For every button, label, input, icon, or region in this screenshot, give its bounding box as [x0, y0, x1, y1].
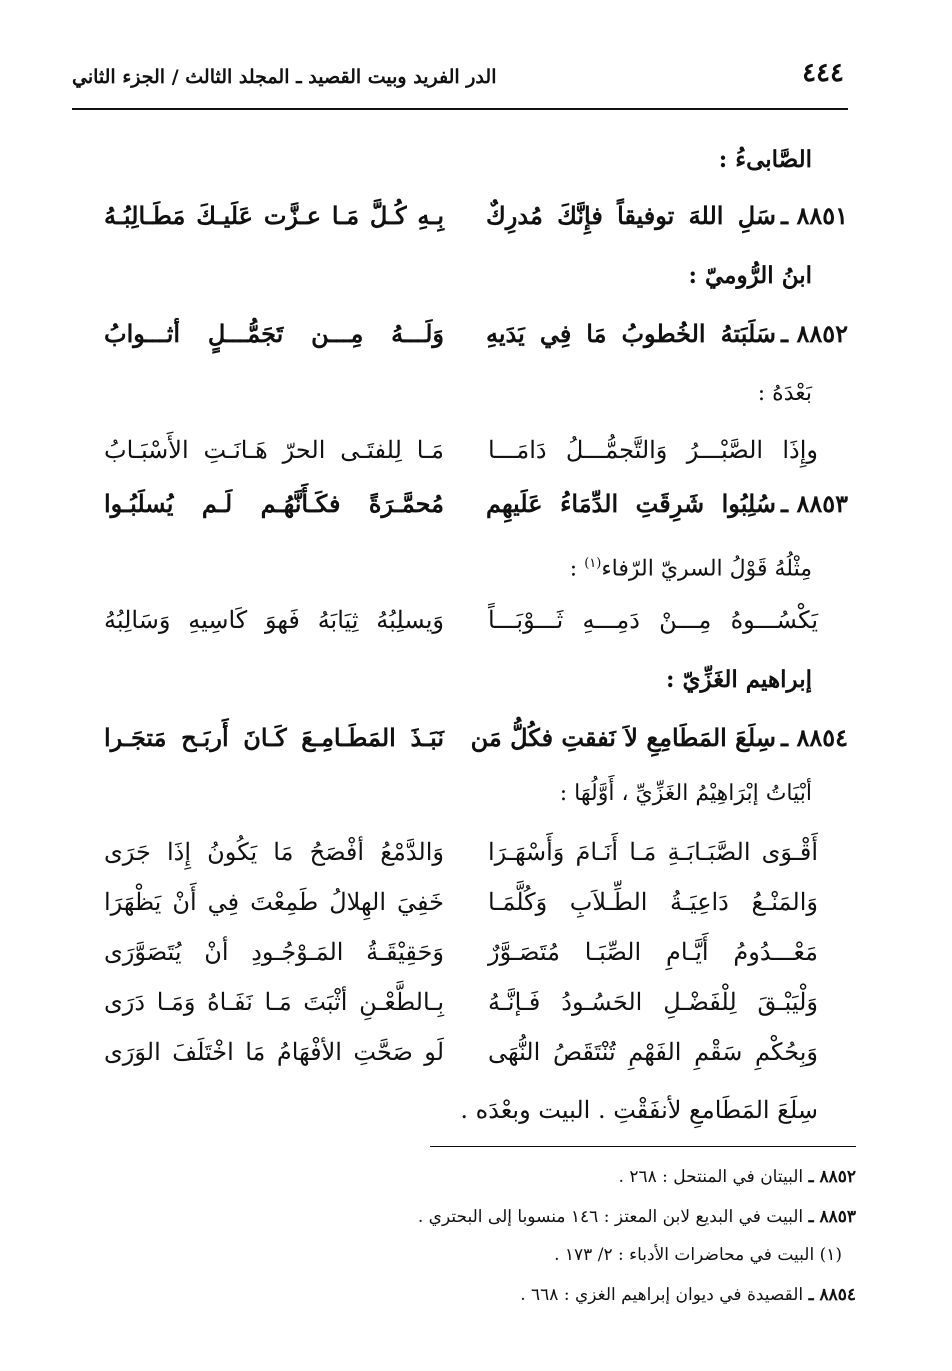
footnote — [520, 1282, 856, 1308]
similar-label — [570, 544, 812, 589]
poem-second-hemistich: خَفِيَ الهِلالُ طَمِعْتَ فِي أَنْ يَظْهَرَا — [104, 888, 444, 916]
similar-label-text: مِثْلُهُ قَوْلُ السريّ الرّفاء — [601, 556, 812, 582]
verse-first-hemistich: سُلِبُوا شَرِقَتِ الدِّمَاءُ عَلَيهِم — [486, 489, 776, 518]
footnote — [554, 1242, 842, 1268]
verse-first-hemistich: سِلَعَ المَطَامِعِ لاَ نَفقتِ فكُلُّ مَن — [470, 723, 776, 752]
verse-second-hemistich: وَلَـــهُ مِـــن تَجَمُّـــلٍ أثـــوابُ — [104, 319, 444, 348]
verse-first-hemistich: يَكْسُـــوهُ مِـــنْ دَمِـــهِ ثَـــوْبَـــاً — [488, 606, 818, 634]
footnote-number: ٨٨٥٤ ـ — [808, 1285, 856, 1305]
footnote-number: ٨٨٥٣ ـ — [808, 1207, 856, 1227]
poem-second-hemistich: بِـالطَّعْـنِ أثْبَتَ مَـا نَفَـاهُ وَمَـا دَرَى — [104, 988, 444, 1016]
poem-first-hemistich: مَعْـــدُومُ أَيَّـامِ الصِّبَـا مُتَصَـوَّرٌ — [488, 938, 818, 966]
verse-second-hemistich: نَبَـذَ المَطَـامِـعَ كَـانَ أَربَـح مَتجَـرا — [104, 723, 444, 752]
running-title: الدر الفريد وبيت القصيد ـ المجلد الثالث / الجزء الثاني — [72, 66, 497, 88]
footnote-text: القصيدة في ديوان إبراهيم الغزي : ٦٦٨ . — [520, 1285, 804, 1305]
footnote-text: البيت في محاضرات الأدباء : ٢/ ١٧٣ . — [554, 1245, 815, 1265]
footnote-ref: (١) — [584, 556, 602, 571]
footnote-rule — [430, 1146, 856, 1147]
footnote — [418, 1204, 856, 1230]
verse-second-hemistich: مُحمَّـرَةً فكَـأَنَّهُـم لَـم يُسلَبُـوا — [104, 489, 444, 518]
footnote-text: البيت في البديع لابن المعتز : ١٤٦ منسوبا إلى البحتري . — [417, 1207, 804, 1227]
closing-line: سِلَعَ المَطَامعِ لأنفَقْتِ . البيت وبعْدَه . — [460, 1096, 818, 1124]
footnote-number: ٨٨٥٢ ـ — [808, 1167, 856, 1187]
poem-second-hemistich: لَو صَحَّتِ الأفْهَامُ مَا اخْتَلَفَ الوَرَى — [104, 1038, 444, 1066]
page-header — [72, 58, 844, 102]
poem-second-hemistich: وَحَقِيْقَـةُ المَـوْجُـودِ أنْ يُتَصَوَّرَى — [104, 938, 444, 966]
verse-first-hemistich: سَلَبَتهُ الخُطوبُ مَا فِي يَدَيهِ — [486, 319, 776, 348]
poet-heading: إبراهيم الغَزِّيّ : — [666, 666, 812, 693]
poem-first-hemistich: أَقْـوَى الصَّبَـابَـةِ مَـا أَنَـامَ وَأَسْهَـرَا — [488, 838, 818, 866]
verse-second-hemistich: مَـا لِلفتَـى الحرّ هَـانَـتِ الأَسْبَـابُ — [104, 436, 444, 464]
similar-label-colon: : — [569, 556, 585, 582]
verse-first-hemistich: سَلِ اللهَ توفيقاً فإِنَّكَ مُدرِكٌ — [486, 201, 776, 230]
poem-second-hemistich: وَالدَّمْعُ أفْصَحُ مَا يَكُونُ إِذَا جَرَى — [104, 838, 444, 866]
verse-number: ٨٨٥١ ـ — [781, 201, 848, 230]
footnote-text: البيتان في المنتحل : ٢٦٨ . — [618, 1167, 804, 1187]
verse-second-hemistich: بِـهِ كُـلَّ مَـا عـزَّت عَلَيـكَ مَطَـالِبُـهُ — [104, 201, 444, 230]
after-label: بَعْدَهُ : — [757, 381, 812, 406]
poet-heading: ابنُ الرُّوميّ : — [688, 262, 812, 289]
poem-intro: أبْيَاتُ إبْرَاهِيْمُ الغَزِّيِّ ، أَوَّلُهَا : — [559, 781, 812, 806]
verse-number: ٨٨٥٣ ـ — [781, 489, 848, 518]
poem-first-hemistich: وَلْيَبْـقَ لِلْفَضْـلِ الحَسُـودُ فَـإنَّـهُ — [488, 988, 818, 1016]
page-number: ٤٤٤ — [802, 58, 844, 88]
footnote — [619, 1164, 857, 1190]
poem-first-hemistich: وَالمَنْـعُ دَاعِيَـةُ الطِّـلاَبِ وَكُلَّمَـا — [488, 888, 818, 916]
verse-number: ٨٨٥٢ ـ — [781, 319, 848, 348]
verse-number: ٨٨٥٤ ـ — [781, 723, 848, 752]
verse-second-hemistich: وَيسلِبُهُ ثِيَابَهُ فَهوَ كَاسِيهِ وَسَالِبُهُ — [104, 606, 444, 634]
verse-first-hemistich: وإِذَا الصَّبْـــرُ وَالتَّجمُّـــلُ دَامَـــا — [488, 436, 818, 464]
header-rule — [72, 108, 848, 110]
poem-first-hemistich: وَبِحُكْمِ سَقْمِ الفَهْمِ تُنْتَقَصُ النُّهَى — [488, 1038, 818, 1066]
poet-heading: الصَّابىءُ : — [718, 146, 812, 173]
footnote-number: (١) — [819, 1245, 842, 1265]
